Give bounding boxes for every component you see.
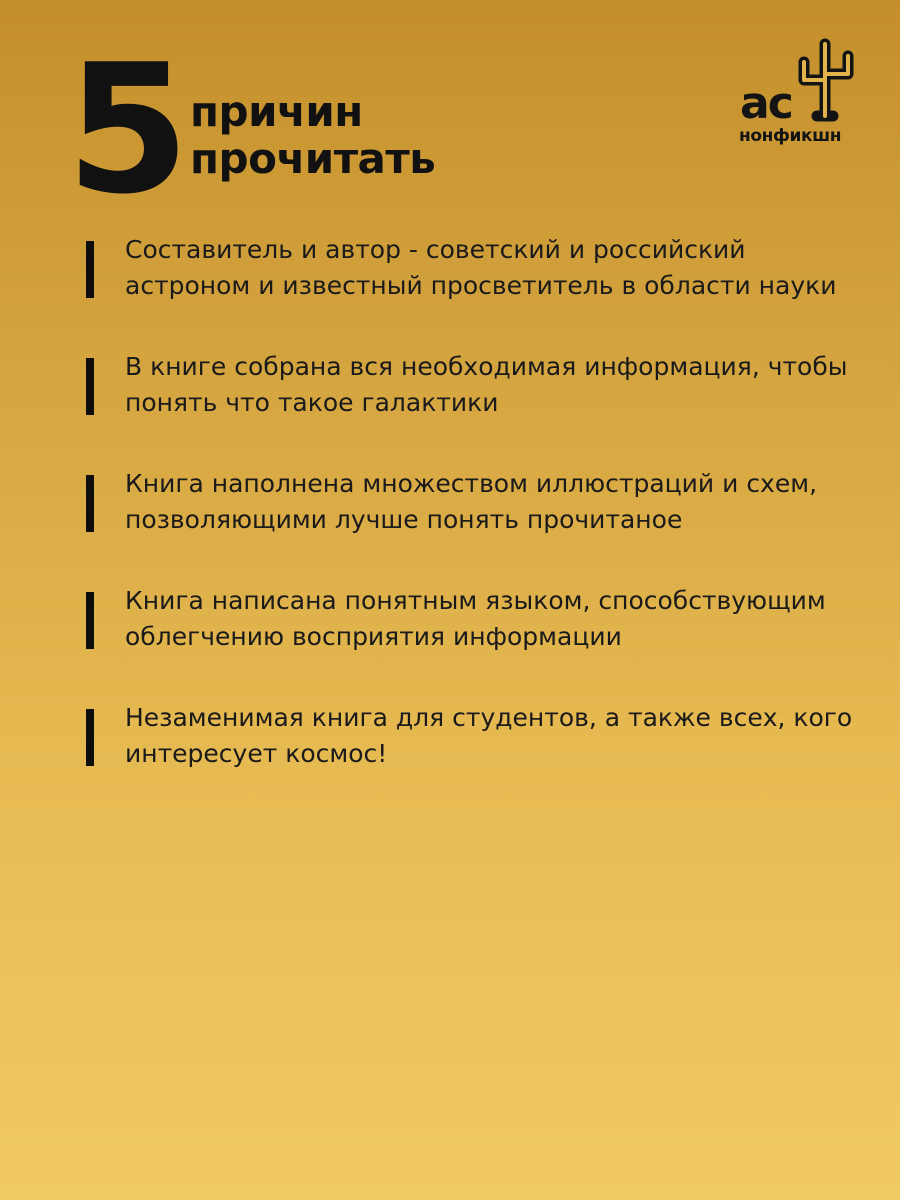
list-item <box>86 466 866 538</box>
reason-text: Книга наполнена множеством иллюстраций и схем, позволяющими лучше понять прочитаное <box>125 469 818 534</box>
reason-bar <box>86 241 94 298</box>
big-number: 5 <box>66 26 186 233</box>
title-line-2: прочитать <box>190 134 436 183</box>
cactus-icon <box>734 30 869 155</box>
list-item <box>86 349 866 421</box>
list-item <box>86 583 866 655</box>
reason-text: В книге собрана вся необходимая информация, чтобы понять что такое галактики <box>125 352 848 417</box>
list-item <box>86 232 866 304</box>
svg-text:нонфикшн: нонфикшн <box>739 126 842 146</box>
ast-nonfiction-logo <box>734 30 869 155</box>
reason-text: Книга написана понятным языком, способствующим облегчению восприятия информации <box>125 586 826 651</box>
reason-bar <box>86 358 94 415</box>
reason-text: Незаменимая книга для студентов, а также всех, кого интересует космос! <box>125 703 853 768</box>
svg-text:ас: ас <box>740 78 792 129</box>
reason-bar <box>86 709 94 766</box>
reason-bar <box>86 592 94 649</box>
reason-bar <box>86 475 94 532</box>
reasons-list <box>86 232 866 817</box>
reason-text: Составитель и автор - советский и российский астроном и известный просветитель в области науки <box>125 235 837 300</box>
list-item <box>86 700 866 772</box>
page-title <box>190 88 435 182</box>
title-line-1: причин <box>190 87 363 136</box>
